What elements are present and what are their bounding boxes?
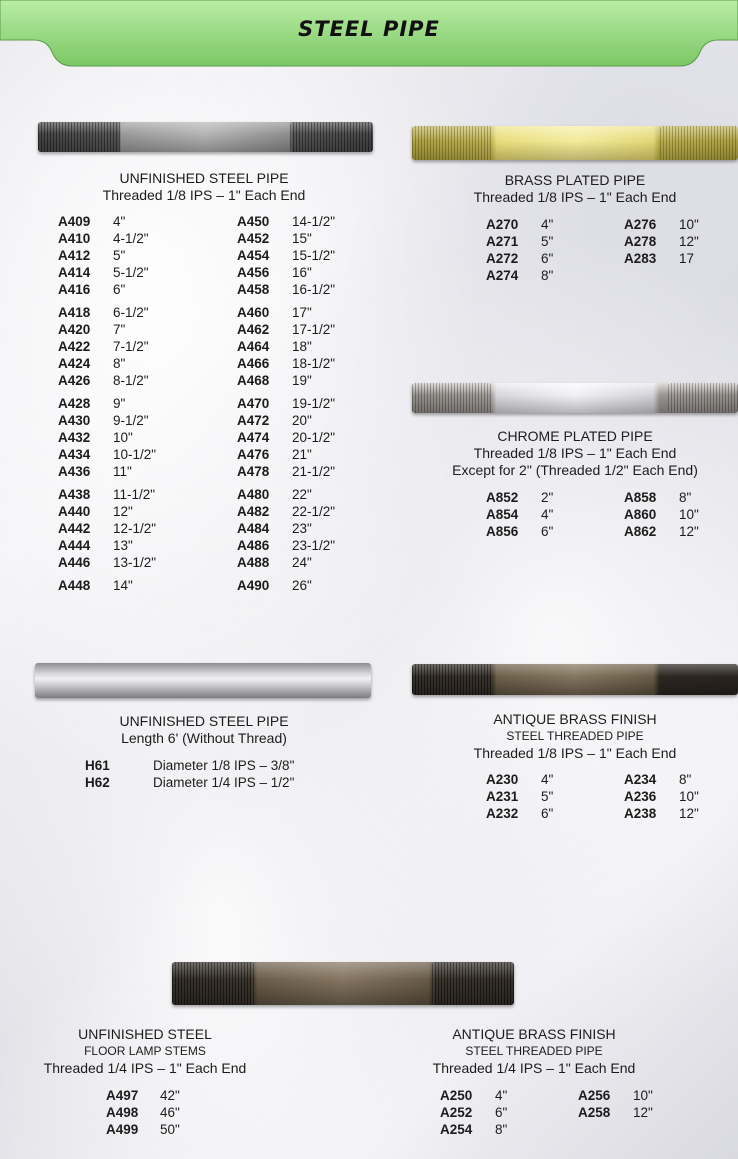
chrome-plated-subtitle: Threaded 1/8 IPS – 1" Each End [473,445,677,461]
part-row [85,757,294,774]
part-size: 4" [495,1088,508,1103]
part-size: 6" [495,1105,508,1120]
part-code: A446 [58,555,91,570]
brass-plated-title: BRASS PLATED PIPE [504,172,646,188]
part-size: 9" [113,396,126,411]
part-size: 21-1/2" [292,464,336,479]
part-code: A238 [624,806,657,821]
part-row [624,805,699,822]
unfinished-steel-pipe-threads [38,122,122,152]
part-size: 12" [633,1105,653,1120]
antique-brass-2-subtitle: STEEL THREADED PIPE [465,1044,603,1058]
part-size: 42" [160,1088,180,1103]
part-row [486,523,553,540]
part-row [58,304,156,321]
part-code: A428 [58,396,91,411]
part-code: A410 [58,231,91,246]
part-row [237,230,335,247]
part-row [486,250,553,267]
part-row [440,1104,507,1121]
part-row [237,503,335,520]
part-size: 4" [541,507,554,522]
part-row [237,213,335,230]
part-row [58,321,156,338]
part-size: 50" [160,1122,180,1137]
part-code: A460 [237,305,270,320]
part-row [624,489,699,506]
part-code: A497 [106,1088,139,1103]
part-row [58,577,156,594]
part-size: 23-1/2" [292,538,336,553]
part-code: A454 [237,248,270,263]
part-size: 5" [541,789,554,804]
part-row [58,503,156,520]
part-code: A270 [486,217,519,232]
part-code: A252 [440,1105,473,1120]
part-row [106,1087,180,1104]
part-code: A464 [237,339,270,354]
chrome-plated-note: Except for 2" (Threaded 1/2" Each End) [452,462,698,478]
page-title: STEEL PIPE [298,17,440,41]
part-code: A456 [237,265,270,280]
part-size: 2" [541,490,554,505]
part-code: A499 [106,1122,139,1137]
part-size: 15-1/2" [292,248,336,263]
unfinished-threaded-table-col1 [58,213,156,594]
part-size: 10" [113,430,133,445]
part-code: A274 [486,268,519,283]
part-row [58,446,156,463]
floor-lamp-heading [20,1026,270,1077]
unfinished-steel-pipe-threads-right [290,122,373,152]
part-row [624,771,699,788]
part-code: A470 [237,396,270,411]
part-row [624,250,699,267]
part-size: 17 [679,251,695,266]
part-row [624,216,699,233]
part-row [486,233,553,250]
part-size: 7-1/2" [113,339,149,354]
part-row [237,554,335,571]
part-size: 19-1/2" [292,396,336,411]
brass-plated-subtitle: Threaded 1/8 IPS – 1" Each End [473,189,677,205]
part-code: A478 [237,464,270,479]
part-size: 13-1/2" [113,555,157,570]
part-row [486,216,553,233]
part-row [237,577,335,594]
part-row [624,506,699,523]
part-size: 10" [633,1088,653,1103]
part-code: H61 [85,758,110,773]
brass-plated-table-col1 [486,216,553,284]
antique-brass-1-heading [412,711,738,762]
part-code: A231 [486,789,519,804]
part-code: A476 [237,447,270,462]
part-row [237,321,335,338]
part-code: A418 [58,305,91,320]
part-row [486,788,553,805]
part-row [58,463,156,480]
antique-brass-pipe-threads [412,664,492,695]
part-row [58,520,156,537]
part-row [237,412,335,429]
part-row [58,412,156,429]
part-size: Diameter 1/4 IPS – 1/2" [153,775,295,790]
part-size: 22" [292,487,312,502]
antique-brass-1-note: Threaded 1/8 IPS – 1" Each End [473,745,677,761]
part-size: 23" [292,521,312,536]
unfinished-length-subtitle: Length 6' (Without Thread) [121,730,287,746]
part-size: 19" [292,373,312,388]
part-size: 5" [541,234,554,249]
part-row [486,805,553,822]
part-row [58,554,156,571]
part-row [58,395,156,412]
part-row [440,1087,507,1104]
chrome-plated-title: CHROME PLATED PIPE [497,428,653,444]
part-code: A283 [624,251,657,266]
part-row [237,372,335,389]
part-code: A412 [58,248,91,263]
antique-brass-1-subtitle: STEEL THREADED PIPE [506,729,644,743]
antique-brass-2-note: Threaded 1/4 IPS – 1" Each End [432,1060,636,1076]
floor-lamp-table [106,1087,180,1138]
part-code: A448 [58,578,91,593]
unfinished-threaded-subtitle: Threaded 1/8 IPS – 1" Each End [102,187,306,203]
part-row [578,1104,653,1121]
part-size: 10" [679,789,699,804]
part-size: 18-1/2" [292,356,336,371]
part-code: A424 [58,356,91,371]
chrome-plated-heading [412,428,738,479]
part-row [237,264,335,281]
part-size: 8-1/2" [113,373,149,388]
part-code: A236 [624,789,657,804]
part-code: A472 [237,413,270,428]
floor-lamp-note: Threaded 1/4 IPS – 1" Each End [43,1060,247,1076]
antique-brass-2-table-col1 [440,1087,507,1138]
part-size: 4-1/2" [113,231,149,246]
part-size: 4" [541,217,554,232]
part-size: 8" [495,1122,508,1137]
unfinished-length-title: UNFINISHED STEEL PIPE [119,713,289,729]
part-size: 5" [113,248,126,263]
part-code: A271 [486,234,519,249]
floor-lamp-subtitle: FLOOR LAMP STEMS [84,1044,206,1058]
part-size: 16" [292,265,312,280]
part-size: 20-1/2" [292,430,336,445]
part-row [58,281,156,298]
part-row [237,355,335,372]
chrome-plated-pipe-threads [412,383,492,413]
part-row [237,520,335,537]
part-code: A466 [237,356,270,371]
part-row [237,486,335,503]
unfinished-length-heading [34,713,374,747]
part-row [58,372,156,389]
part-code: A416 [58,282,91,297]
antique-brass-2-title: ANTIQUE BRASS FINISH [452,1026,616,1042]
part-row [624,788,699,805]
unfinished-length-table [85,757,294,791]
part-row [58,537,156,554]
part-code: A432 [58,430,91,445]
part-code: A250 [440,1088,473,1103]
part-code: A258 [578,1105,611,1120]
part-size: 21" [292,447,312,462]
part-size: 16-1/2" [292,282,336,297]
part-code: A422 [58,339,91,354]
part-code: A484 [237,521,270,536]
part-row [237,395,335,412]
part-code: A474 [237,430,270,445]
header-banner [0,0,738,68]
part-code: A862 [624,524,657,539]
part-size: 8" [679,490,692,505]
part-row [58,230,156,247]
part-size: 8" [679,772,692,787]
brass-plated-pipe-threads [412,126,492,160]
part-row [58,355,156,372]
antique-brass-2-heading [400,1026,668,1077]
part-size: 6" [541,524,554,539]
part-row [486,506,553,523]
part-code: A426 [58,373,91,388]
part-size: 12" [679,806,699,821]
part-code: A498 [106,1105,139,1120]
part-row [237,338,335,355]
part-size: 15" [292,231,312,246]
floor-lamp-title: UNFINISHED STEEL [78,1026,212,1042]
part-code: A420 [58,322,91,337]
unfinished-threaded-table-col2 [237,213,335,594]
part-code: A444 [58,538,91,553]
part-size: 13" [113,538,133,553]
part-row [58,338,156,355]
part-size: 6" [541,806,554,821]
brass-plated-heading [412,172,738,206]
chrome-plated-table-col2 [624,489,699,540]
part-code: A458 [237,282,270,297]
part-code: A450 [237,214,270,229]
part-size: 24" [292,555,312,570]
part-size: 12" [679,234,699,249]
floor-lamp-stem-threads [172,962,254,1005]
part-code: A854 [486,507,519,522]
part-row [624,233,699,250]
part-code: A442 [58,521,91,536]
part-row [58,247,156,264]
part-code: A856 [486,524,519,539]
part-size: 9-1/2" [113,413,149,428]
part-row [106,1121,180,1138]
part-code: A468 [237,373,270,388]
part-row [237,304,335,321]
part-row [486,489,553,506]
part-size: 8" [541,268,554,283]
part-code: A254 [440,1122,473,1137]
part-code: A232 [486,806,519,821]
part-row [58,429,156,446]
part-code: A488 [237,555,270,570]
part-size: 6" [113,282,126,297]
part-size: 6" [541,251,554,266]
part-size: 46" [160,1105,180,1120]
antique-brass-1-table-col2 [624,771,699,822]
part-size: 18" [292,339,312,354]
part-size: 26" [292,578,312,593]
part-row [106,1104,180,1121]
part-size: 8" [113,356,126,371]
unfinished-threaded-heading [34,170,374,204]
part-row [237,446,335,463]
part-row [237,463,335,480]
part-size: 20" [292,413,312,428]
brass-plated-pipe-threads-right [660,126,738,160]
part-size: 12-1/2" [113,521,157,536]
part-row [58,486,156,503]
part-row [624,523,699,540]
part-code: A482 [237,504,270,519]
part-row [237,281,335,298]
floor-lamp-stem-threads-right [432,962,514,1005]
part-code: A409 [58,214,91,229]
part-code: A276 [624,217,657,232]
part-code: A434 [58,447,91,462]
part-code: A278 [624,234,657,249]
chrome-plated-table-col1 [486,489,553,540]
part-code: A452 [237,231,270,246]
part-code: A230 [486,772,519,787]
part-row [58,213,156,230]
part-row [578,1087,653,1104]
part-code: A858 [624,490,657,505]
part-size: 17" [292,305,312,320]
part-row [237,537,335,554]
part-code: A436 [58,464,91,479]
part-row [440,1121,507,1138]
part-size: 12" [113,504,133,519]
part-row [58,264,156,281]
part-code: A480 [237,487,270,502]
part-row [85,774,294,791]
part-code: A462 [237,322,270,337]
part-code: A438 [58,487,91,502]
part-size: 4" [541,772,554,787]
part-size: 7" [113,322,126,337]
part-size: 10" [679,507,699,522]
brass-plated-table-col2 [624,216,699,267]
part-size: Diameter 1/8 IPS – 3/8" [153,758,295,773]
part-size: 11-1/2" [113,487,156,502]
antique-brass-2-table-col2 [578,1087,653,1121]
chrome-plated-pipe-threads-right [668,383,738,413]
part-size: 11" [113,464,132,479]
part-size: 17-1/2" [292,322,336,337]
antique-brass-1-table-col1 [486,771,553,822]
part-row [237,429,335,446]
part-size: 22-1/2" [292,504,336,519]
part-code: A256 [578,1088,611,1103]
part-row [486,771,553,788]
part-size: 4" [113,214,126,229]
part-size: 14" [113,578,133,593]
part-code: A486 [237,538,270,553]
unfinished-threaded-title: UNFINISHED STEEL PIPE [119,170,289,186]
part-code: A440 [58,504,91,519]
part-size: 6-1/2" [113,305,149,320]
part-code: A234 [624,772,657,787]
antique-brass-1-title: ANTIQUE BRASS FINISH [493,711,657,727]
part-code: A272 [486,251,519,266]
part-size: 5-1/2" [113,265,149,280]
part-row [237,247,335,264]
part-size: 10-1/2" [113,447,157,462]
part-code: A490 [237,578,270,593]
part-code: H62 [85,775,110,790]
part-size: 14-1/2" [292,214,336,229]
part-code: A414 [58,265,91,280]
part-code: A852 [486,490,519,505]
part-code: A860 [624,507,657,522]
part-size: 10" [679,217,699,232]
part-size: 12" [679,524,699,539]
part-code: A430 [58,413,91,428]
part-row [486,267,553,284]
unfinished-steel-pipe-6ft-image [35,663,371,698]
